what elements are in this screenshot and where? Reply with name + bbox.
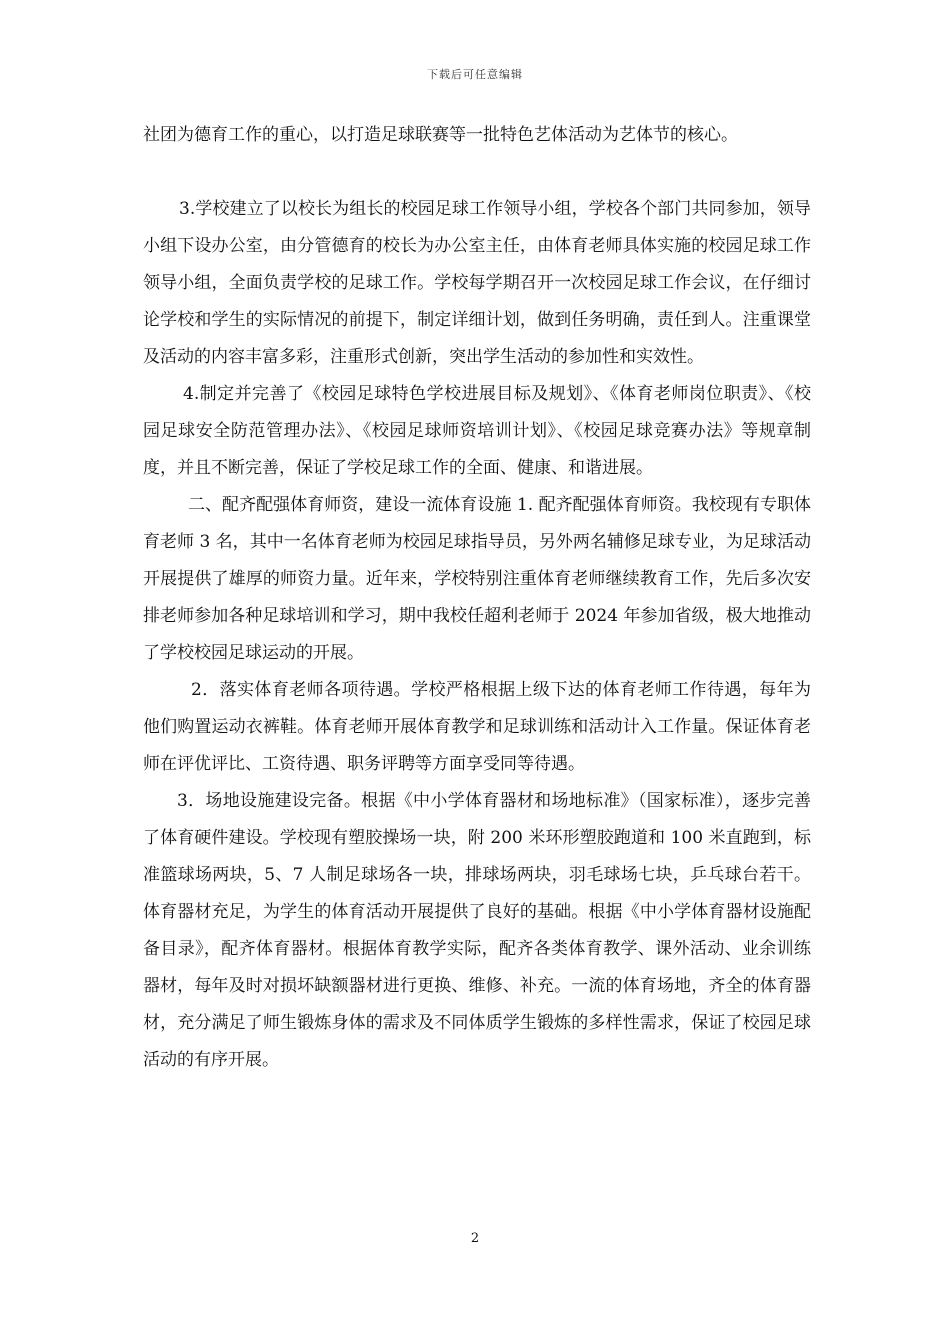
paragraph-teacher-benefits: 2．落实体育老师各项待遇。学校严格根据上级下达的体育老师工作待遇，每年为他们购置运动衣裤鞋。体育老师开展体育教学和足球训练和活动计入工作量。保证体育老师在评优评比、工资待遇、职务评聘等方面享受同等待遇。 — [143, 680, 811, 774]
paragraph-continuation: 社团为德育工作的重心，以打造足球联赛等一批特色艺体活动为艺体节的核心。 — [143, 125, 738, 145]
paragraph-leadership-group: 3.学校建立了以校长为组长的校园足球工作领导小组，学校各个部门共同参加，领导小组下设办公室，由分管德育的校长为办公室主任，由体育老师具体实施的校园足球工作领导小组，全面负责学校的足球工作。学校每学期召开一次校园足球工作会议，在仔细讨论学校和学生的实际情况的前提下，制定详细计划，做到任务明确，责任到人。注重课堂及活动的内容丰富多彩，注重形式创新，突出学生活动的参加性和实效性。 — [143, 199, 811, 367]
paragraph-gap — [143, 154, 811, 191]
page-number: 2 — [470, 1231, 480, 1246]
paragraph-facilities: 3．场地设施建设完备。根据《中小学体育器材和场地标准》（国家标准），逐步完善了体育硬件建设。学校现有塑胶操场一块，附 200 米环形塑胶跑道和 100 米直跑到，标准篮球场两块，5、7 人制足球场各一块，排球场两块，羽毛球场七块，乒乓球台若干。体育器材充足，为学生的体育活动开展提供了良好的基础。根据《中小学体育器材设施配备目录》，配齐体育器材。根据体育教学实际，配齐各类体育教学、课外活动、业余训练器材，每年及时对损坏缺额器材进行更换、维修、补充。一流的体育场地，齐全的体育器材，充分满足了师生锻炼身体的需求及不同体质学生锻炼的多样性需求，保证了校园足球活动的有序开展。 — [143, 791, 811, 1070]
paragraph-teacher-staffing: 二、配齐配强体育师资，建设一流体育设施 1. 配齐配强体育师资。我校现有专职体育老师 3 名，其中一名体育老师为校园足球指导员，另外两名辅修足球专业，为足球活动开展提供了雄厚的师资力量。近年来，学校特别注重体育老师继续教育工作，先后多次安排老师参加各种足球培训和学习，期中我校任超利老师于 2024 年参加省级，极大地推动了学校校园足球运动的开展。 — [143, 495, 811, 663]
page-header: 下载后可任意编辑 — [427, 68, 523, 81]
document-body — [143, 117, 811, 1079]
paragraph-regulations: 4.制定并完善了《校园足球特色学校进展目标及规划》、《体育老师岗位职责》、《校园足球安全防范管理办法》、《校园足球师资培训计划》、《校园足球竞赛办法》等规章制度，并且不断完善，保证了学校足球工作的全面、健康、和谐进展。 — [143, 384, 811, 478]
